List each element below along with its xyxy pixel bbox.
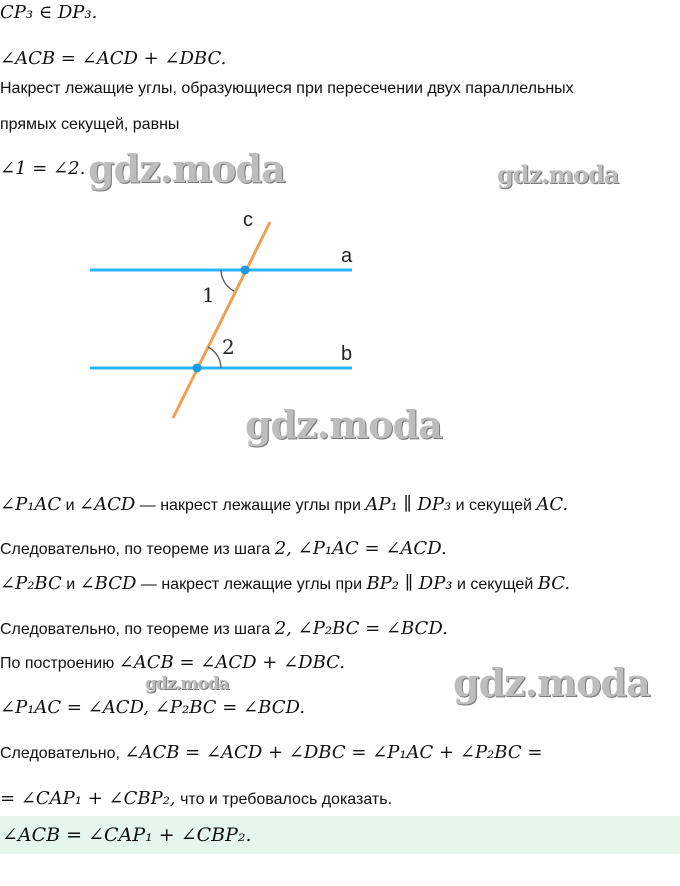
expr-acb-sum: ∠ACB = ∠ACD + ∠DBC.	[118, 652, 346, 673]
expr-chain: ∠ACB = ∠ACD + ∠DBC = ∠P₁AC + ∠P₂BC =	[124, 742, 543, 763]
expr-parallel: AP₁ ∥ DP₃	[365, 494, 452, 515]
by-construction-line	[0, 652, 345, 673]
step-p2bc-line	[0, 573, 570, 594]
text-and: и	[61, 576, 80, 593]
secant-c	[173, 222, 270, 418]
expr-p1ac-equal: 2, ∠P₁AC = ∠ACD.	[274, 538, 447, 559]
theorem-text-2: прямых секущей, равны	[0, 116, 180, 133]
label-a: a	[341, 245, 353, 267]
expr-p2bc: ∠P₂BC	[0, 573, 62, 594]
conclusion-p1ac	[0, 538, 447, 559]
watermark-logo: gdz.moda	[245, 402, 442, 447]
angle-2-label: 2	[222, 335, 235, 359]
equalities-line: ∠P₁AC = ∠ACD, ∠P₂BC = ∠BCD.	[0, 697, 305, 718]
expr-ac: AC.	[536, 494, 569, 515]
text-therefore: Следовательно,	[0, 745, 125, 762]
watermark-logo: gdz.moda	[497, 160, 619, 189]
parallel-lines-figure	[0, 200, 680, 430]
watermark-logo: gdz.moda	[88, 146, 285, 191]
expr-p2bc-equal: 2, ∠P₂BC = ∠BCD.	[274, 618, 448, 639]
expr-cap-cbp: = ∠CAP₁ + ∠CBP₂,	[0, 788, 176, 809]
intersection-point-a	[241, 266, 250, 275]
label-c: c	[243, 209, 253, 231]
text-secant: и секущей	[451, 497, 537, 514]
intersection-point-b	[193, 364, 202, 373]
text-by-construction: По построению	[0, 655, 119, 672]
expr-acd: ∠ACD	[79, 494, 136, 515]
text-secant: и секущей	[452, 576, 538, 593]
expr-p1ac: ∠P₁AC	[0, 494, 62, 515]
statement-angle-sum: ∠ACB = ∠ACD + ∠DBC.	[0, 48, 227, 69]
qed-line	[0, 788, 392, 809]
theorem-text-1: Накрест лежащие углы, образующиеся при пересечении двух параллельных	[0, 80, 574, 97]
expr-parallel: BP₂ ∥ DP₃	[366, 573, 453, 594]
text-therefore: Следовательно, по теореме из шага	[0, 541, 275, 558]
statement-angles-equal: ∠1 = ∠2.	[0, 158, 86, 179]
label-b: b	[341, 343, 353, 365]
watermark-logo: gdz.moda	[453, 660, 650, 705]
conclusion-p2bc	[0, 618, 448, 639]
text-therefore: Следовательно, по теореме из шага	[0, 621, 275, 638]
text-and: и	[61, 497, 80, 514]
text-alternate-angles: — накрест лежащие углы при	[135, 497, 366, 514]
statement-cp3: CP₃ ∈ DP₃.	[0, 2, 98, 23]
text-qed: что и требовалось доказать.	[175, 791, 393, 808]
watermark-logo: gdz.moda	[145, 674, 229, 694]
final-derivation-line	[0, 742, 542, 763]
step-p1ac-line	[0, 494, 568, 515]
expr-bcd: ∠BCD	[79, 573, 137, 594]
text-alternate-angles: — накрест лежащие углы при	[136, 576, 367, 593]
angle-1-label: 1	[202, 283, 215, 307]
angle-1-arc	[221, 270, 234, 291]
result-expression: ∠ACB = ∠CAP₁ + ∠CBP₂.	[2, 824, 252, 846]
expr-bc: BC.	[537, 573, 571, 594]
angle-2-arc	[208, 347, 221, 368]
result-highlight	[0, 816, 680, 854]
